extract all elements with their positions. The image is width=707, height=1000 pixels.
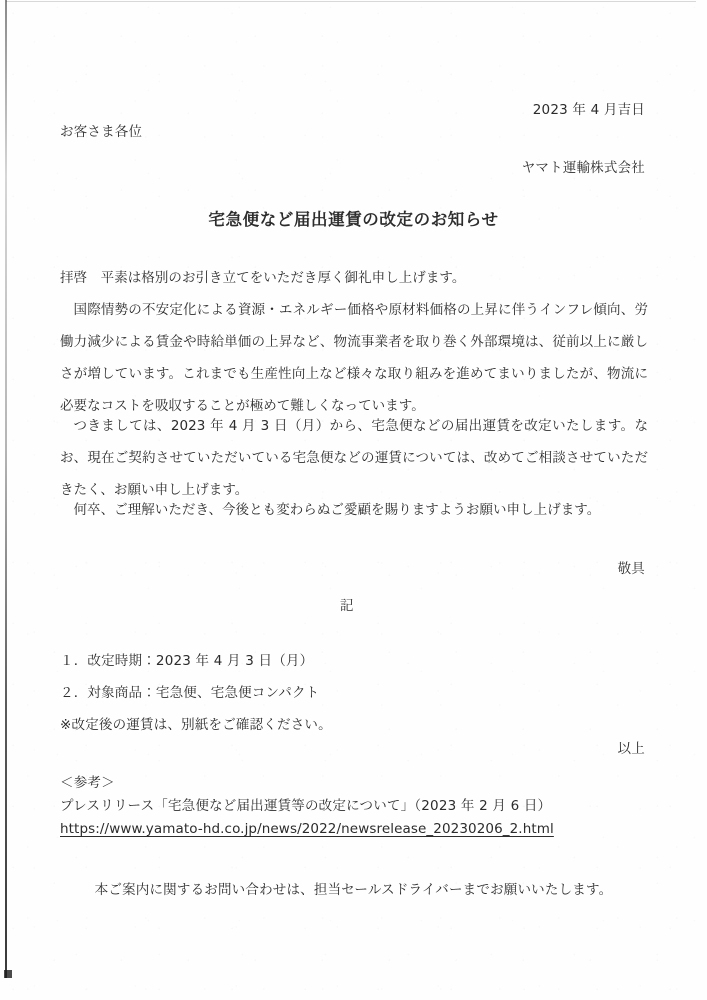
footer-contact-note: 本ご案内に関するお問い合わせは、担当セールスドライバーまでお願いいたします。 xyxy=(94,882,613,898)
revision-note: ※改定後の運賃は、別紙をご確認ください。 xyxy=(60,717,332,733)
reference-heading: ＜参考＞ xyxy=(60,775,115,791)
body-paragraph-1: 国際情勢の不安定化による資源・エネルギー価格や原材料価格の上昇に伴うインフレ傾向、労働力減少による賃金や時給単価の上昇など、物流事業者を取り巻く外部環境は、従前以上に厳しさが増しています。これまでも生産性向上など様々な取り組みを進めてまいりましたが、物流に必要なコストを吸収することが極めて難しくなっています。 xyxy=(60,302,648,414)
closing-mark: 以上 xyxy=(617,741,645,757)
body-paragraph-2: つきましては、2023 年 4 月 3 日（月）から、宅急便などの届出運賃を改定いたします。なお、現在ご契約させていただいている宅急便などの運賃については、改めてご相談させていただきたく、お願い申し上げます。 xyxy=(60,418,648,498)
document-addressee: お客さま各位 xyxy=(60,124,143,140)
page-title: 宅急便など届出運賃の改定のお知らせ xyxy=(208,210,499,229)
body-paragraph-3: 何卒、ご理解いただき、今後とも変わらぬご愛顧を賜りますようお願い申し上げます。 xyxy=(73,502,601,518)
scan-edge-corner-artifact xyxy=(4,970,12,978)
salutation-paragraph: 拝啓 平素は格別のお引き立てをいただき厚く御礼申し上げます。 xyxy=(60,270,466,286)
ki-mark: 記 xyxy=(340,598,354,614)
complimentary-close: 敬具 xyxy=(617,561,645,577)
scan-edge-left-artifact xyxy=(5,0,7,978)
document-sender: ヤマト運輸株式会社 xyxy=(521,160,645,176)
scan-edge-top-artifact xyxy=(6,1,696,2)
reference-url-link[interactable]: https://www.yamato-hd.co.jp/news/2022/newsrelease_20230206_2.html xyxy=(60,821,554,837)
document-date: 2023 年 4 月吉日 xyxy=(532,102,645,118)
list-item-1: １．改定時期：2023 年 4 月 3 日（月） xyxy=(60,653,314,669)
reference-press-release: プレスリリース「宅急便など届出運賃等の改定について」（2023 年 2 月 6 日） xyxy=(60,798,552,814)
list-item-2: ２．対象商品：宅急便、宅急便コンパクト xyxy=(60,685,320,701)
